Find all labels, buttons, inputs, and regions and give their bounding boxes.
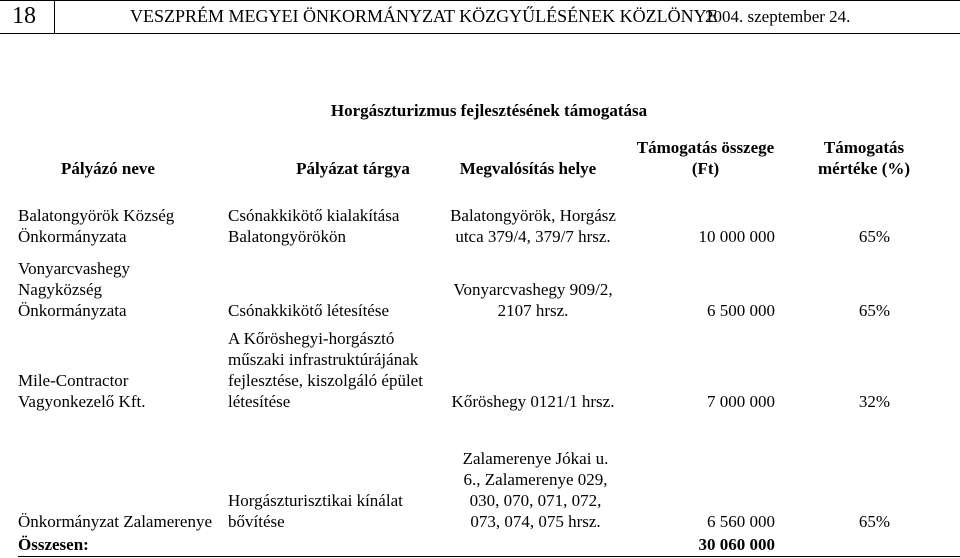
row-2-subject: Csónakkikötő létesítése	[228, 301, 390, 320]
journal-title: VESZPRÉM MEGYEI ÖNKORMÁNYZAT KÖZGYŰLÉSÉNEK KÖZLÖNYE	[130, 6, 718, 26]
row-2-applicant: Vonyarcvashegy Nagyközség Önkormányzata	[18, 259, 131, 320]
row-1-location: Balatongyörök, Horgász utca 379/4, 379/7 hrsz.	[450, 206, 616, 246]
row-4-subject: Horgászturisztikai kínálat bővítése	[228, 491, 403, 531]
table-bottom-rule	[18, 556, 960, 557]
row-4-rate: 65%	[858, 512, 890, 531]
page-number: 18	[0, 0, 55, 33]
column-header-subject: Pályázat tárgya	[296, 159, 410, 178]
row-2-rate: 65%	[858, 301, 890, 320]
row-1-rate: 65%	[858, 227, 890, 246]
issue-date: 2004. szeptember 24.	[705, 7, 851, 26]
total-amount: 30 060 000	[698, 535, 775, 554]
row-3-rate: 32%	[858, 392, 890, 411]
row-1-subject: Csónakkikötő kialakítása Balatongyörökön	[228, 206, 400, 246]
row-4-amount: 6 560 000	[707, 512, 775, 531]
row-3-amount: 7 000 000	[707, 392, 775, 411]
column-header-rate: Támogatás mértéke (%)	[817, 138, 911, 178]
row-1-applicant: Balatongyörök Község Önkormányzata	[18, 206, 175, 246]
header-bottom-rule	[0, 33, 960, 34]
row-3-subject: A Kőröshegyi-horgásztó műszaki infrastruktúrájának fejlesztése, kiszolgáló épület létesítése	[228, 329, 423, 411]
row-2-location: Vonyarcvashegy 909/2, 2107 hrsz.	[453, 280, 613, 320]
row-4-location: Zalamerenye Jókai u. 6., Zalamerenye 029, 030, 070, 071, 072, 073, 074, 075 hrsz.	[462, 449, 609, 531]
row-1-amount: 10 000 000	[698, 227, 775, 246]
column-header-amount: Támogatás összege (Ft)	[636, 138, 775, 178]
page-header	[0, 0, 960, 33]
table-title: Horgászturizmus fejlesztésének támogatása	[330, 101, 648, 120]
total-label: Összesen:	[18, 535, 89, 554]
row-2-amount: 6 500 000	[707, 301, 775, 320]
row-3-applicant: Mile-Contractor Vagyonkezelő Kft.	[18, 371, 146, 411]
column-header-applicant: Pályázó neve	[61, 159, 155, 178]
column-header-location: Megvalósítás helye	[459, 159, 597, 178]
row-3-location: Kőröshegy 0121/1 hrsz.	[451, 392, 615, 411]
row-4-applicant: Önkormányzat Zalamerenye	[18, 512, 212, 531]
